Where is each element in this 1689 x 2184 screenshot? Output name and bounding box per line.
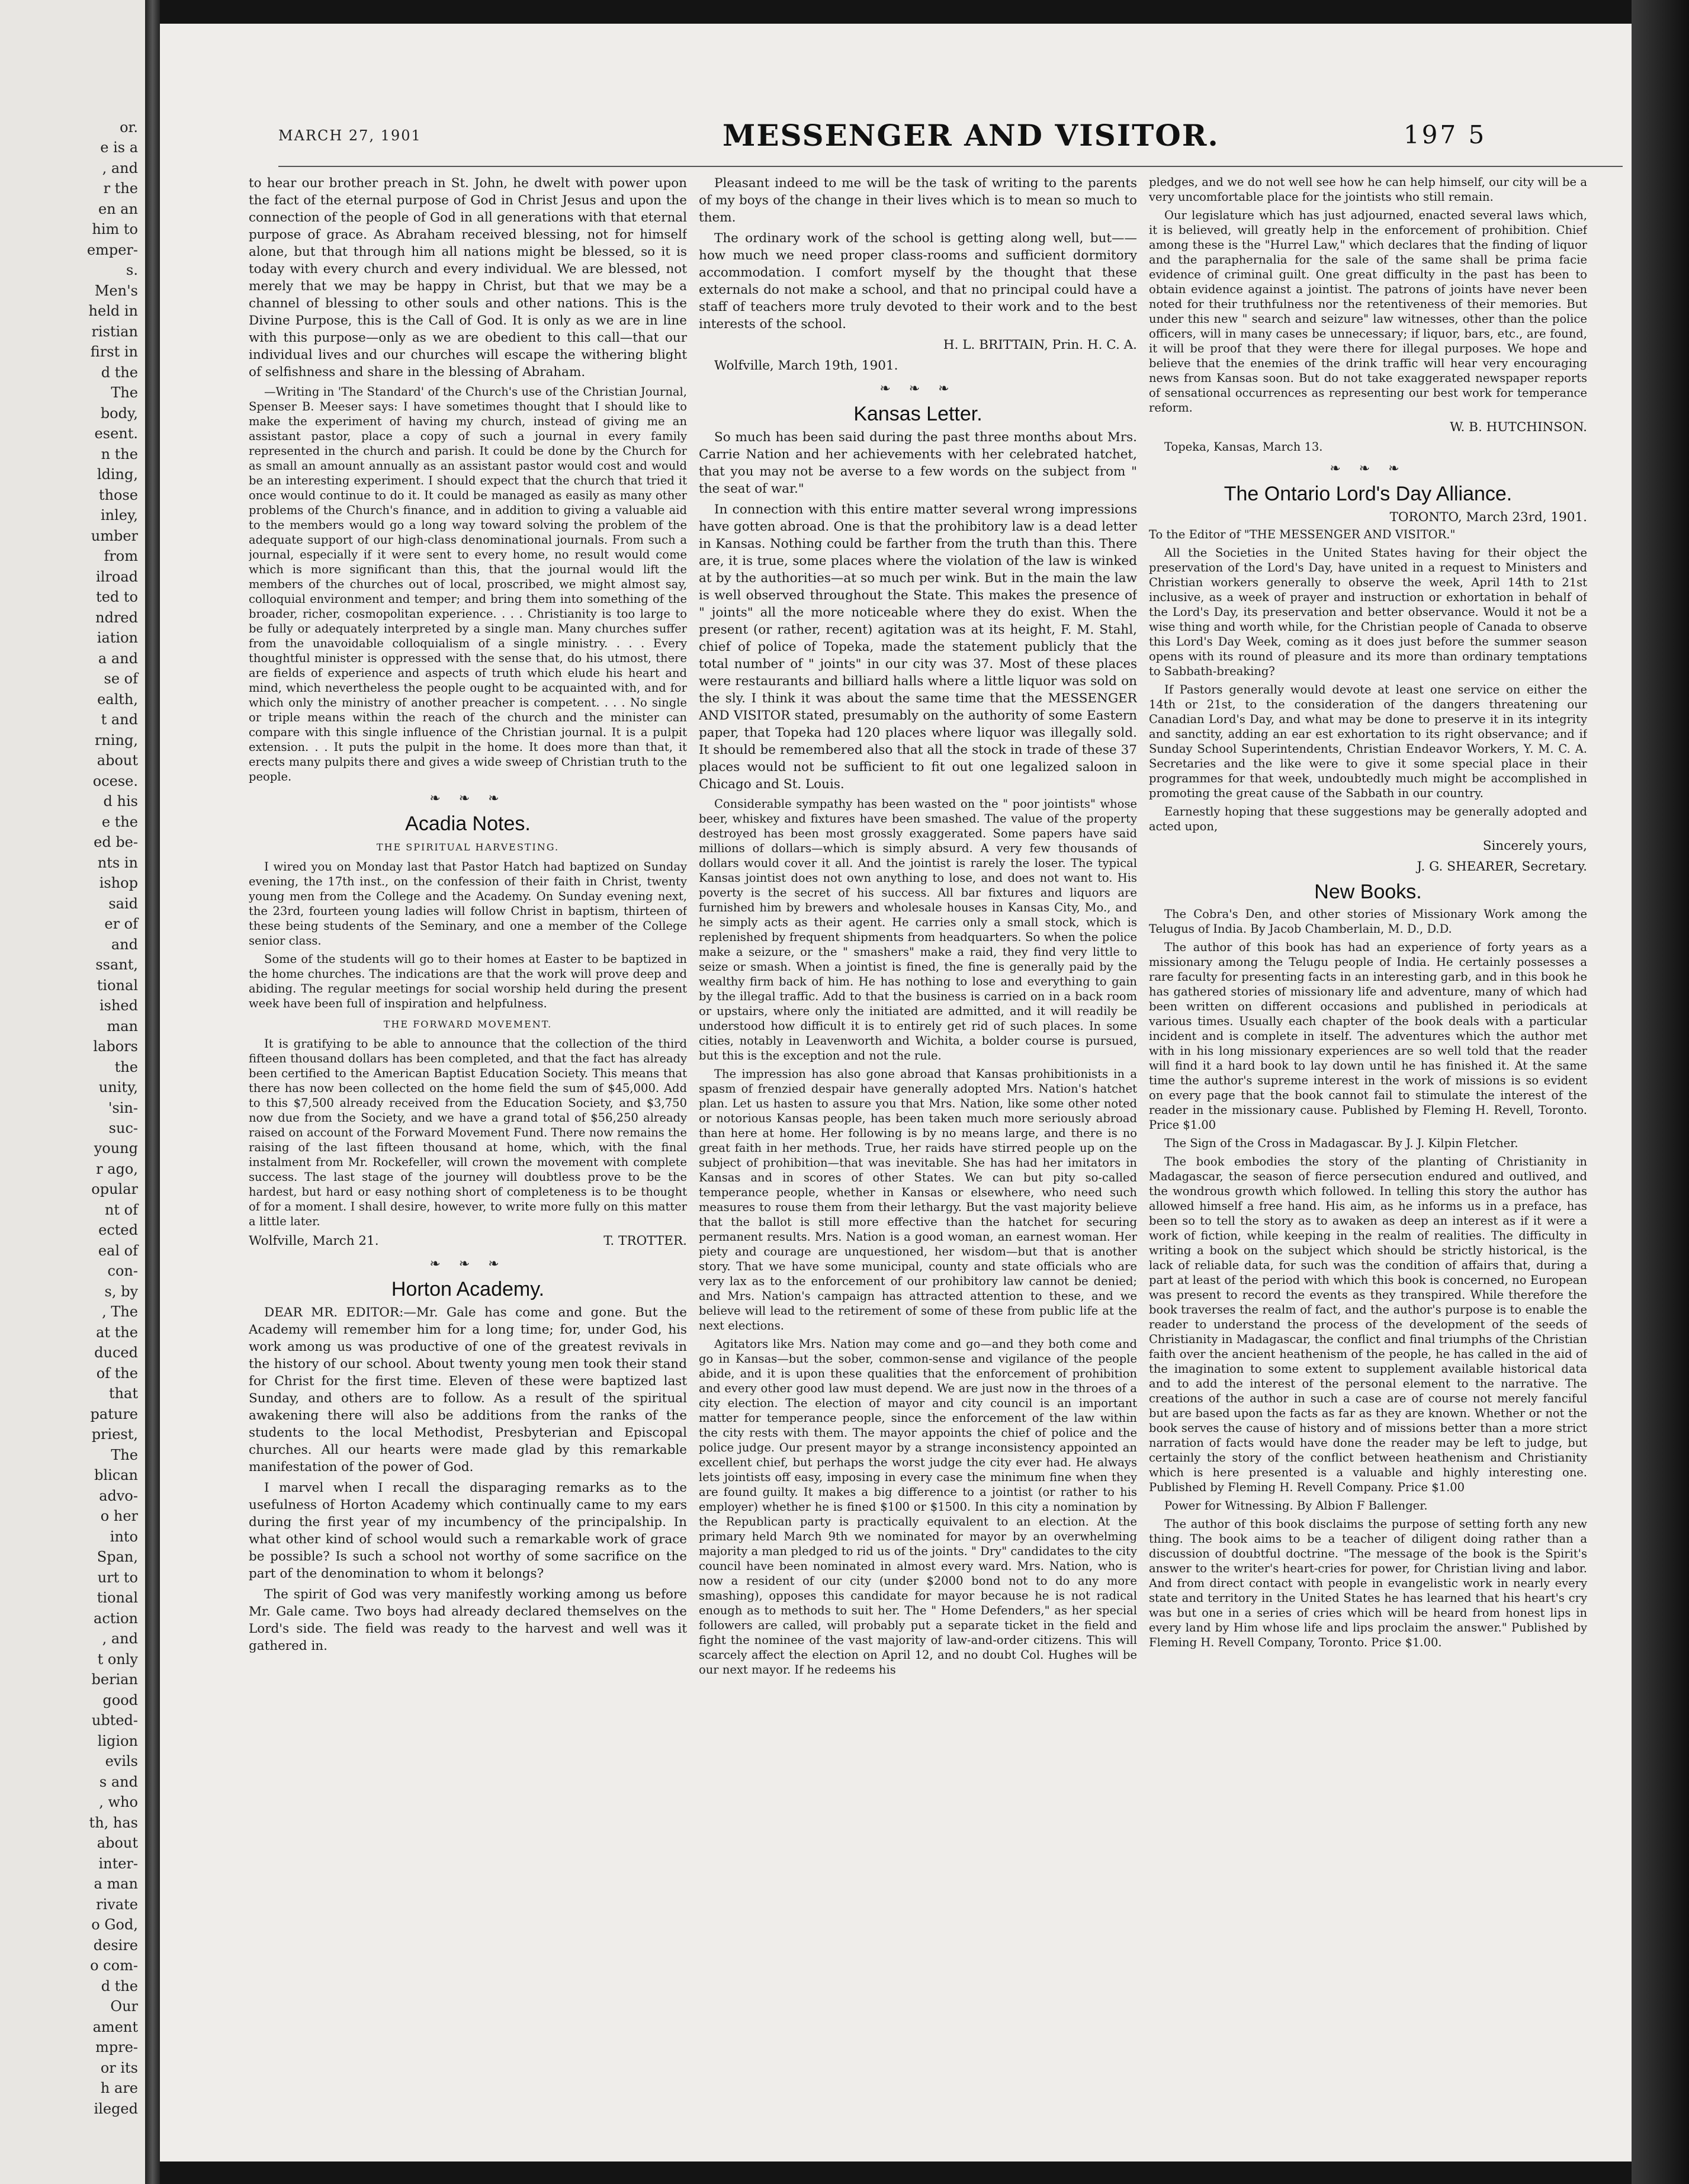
margin-fragment: er of [104,916,138,933]
margin-fragment: emper- [86,241,138,258]
margin-fragment: tional [97,977,138,994]
ontario-paragraph: If Pastors generally would devote at least one service on either the 14th or 21st, to the consideration of the dangers threatening our Canadian Lord's Day, and what may be done to preserve it in its integrity and sanctity, adding an ear est exhortation to its right observance; and if Sunday School Superintendents, Christian Endeavor Workers, Y. M. C. A. Secretaries and the like were to give it some special place in their programmes for that week, undoubtedly much might be accomplished in promoting the great cause of the Sabbath in our country. [1149,683,1587,800]
ontario-addressee: To the Editor of "THE MESSENGER AND VISITOR." [1149,528,1456,541]
margin-fragment: d his [103,793,138,810]
horton-paragraph: DEAR MR. EDITOR:—Mr. Gale has come and gone. But the Academy will remember him for a long time; for, under God, his work among us was productive of one of the greatest revivals in the history of our school. About twenty young men took their stand for Christ for the first time. Eleven of these were baptized last Sunday, and others are to follow. As a result of the spiritual awakening there will also be additions from the ranks of the students to the local Methodist, Presbyterian and Episcopal churches. All our hearts were made glad by this remarkable manifestation of the power of God. [249,1305,687,1475]
margin-fragment: into [110,1528,138,1545]
kansas-paragraph: In connection with this entire matter several wrong impressions have gotten abroad. One is that the prohibitory law is a dead letter in Kansas. Nothing could be farther from the truth than this. There are, it is true, some places where the violation of the law is winked at by the authorities—at so much per wink. But in the main the law is well observed throughout the State. This makes the presence of " joints" all the more noticeable where they do exist. When the present (or rather, recent) agitation was at its height, F. M. Stahl, chief of police of Topeka, made the statement publicly that the total number of " joints" in our city was 37. Most of these places were restaurants and billiard halls where a little liquor was sold on the sly. I think it was about the same time that the MESSENGER AND VISITOR stated, presumably on the authority of some Eastern paper, that Topeka had 120 places where liquor was illegally sold. It should be remembered also that all the stock in trade of these 37 places would not be sufficient to fit out one legalized saloon in Chicago and St. Louis. [699,502,1137,792]
margin-fragment: s, by [104,1283,138,1300]
margin-fragment: esent. [94,425,138,442]
margin-fragment: suc- [108,1120,138,1136]
margin-fragment: that [108,1385,138,1402]
acadia-signature [249,1232,687,1250]
margin-fragment: r the [103,180,138,197]
section-ornament: ❧ ❧ ❧ [1330,461,1407,476]
margin-fragment: duced [94,1344,138,1361]
margin-fragment: e is a [100,139,138,156]
horton-signature-date: Wolfville, March 19th, 1901. [714,358,898,373]
margin-fragment: or. [120,119,138,136]
acadia-subheading-harvesting: THE SPIRITUAL HARVESTING. [376,842,560,853]
issue-date: MARCH 27, 1901 [278,127,422,144]
book-gutter [145,0,160,2184]
page-header [160,115,1632,157]
standard-quote-paragraph: —Writing in 'The Standard' of the Church's use of the Christian Journal, Spenser B. Meeser says: I have sometimes thought that I should like to make the experiment of having my church, instead of giving me an assistant pastor, place a copy of such a journal in every family represented in the church and parish. It could be done by the Church for as small an amount annually as an assistant pastor would cost and would be an interesting experiment. I should expect that the church that tried it once would continue to do it. It could be managed as easily as many other problems of the Church's finance, and in addition to giving a valuable aid to the members would go a long way toward solving the problem of the adequate support of our high-class denominational journals. From such a journal, especially if it were sent to every home, no result would come which is more significant than this, that the journal would lift the members of the churches out of local, proscribed, we might almost say, colloquial environment and temper; and bring them into something of the broader, richer, cosmopolitan experience. . . . Christianity is too large to be fully or adequately interpreted by a single man. Many churches suffer from the unavoidable colloquialism of a single ministry. . . . Every thoughtful minister is oppressed with the sense that, do his utmost, there are fields of experience and aspects of truth which elude his heart and mind, which nevertheless the people ought to be acquainted with, and for which only the ministry of another preacher is competent. . . . No single or triple means within the reach of the church and the minister can compare with this single influence of the Christian journal. It is a pulpit extension. . . It puts the pulpit in the home. It does more than that, it erects many pulpits there and gives a wide sweep of Christian truth to the people. [249,385,687,783]
kansas-paragraph: Our legislature which has just adjourned, enacted several laws which, it is believed, will greatly help in the enforcement of prohibition. Chief among these is the "Hurrel Law," which declares that the finding of liquor and the paraphernalia for the sale of the same shall be prima facie evidence of criminal guilt. One great difficulty in the past has been to obtain evidence against a jointist. The patrons of joints have never been noted for their truthfulness nor the retentiveness of their memories. But under this new " search and seizure" law witnesses, other than the police officers, will in many cases be unnecessary; if liquor, bars, etc., are found, it will be proof that they were there for illegal purposes. We hope and believe that the enemies of the drink traffic will hear very encouraging news from Kansas soon. But do not take exaggerated newspaper reports of sensational occurrences as representing our best work for temperance reform. [1149,208,1587,415]
margin-fragment: labors [93,1038,138,1055]
margin-fragment: desire [93,1936,138,1954]
section-ornament: ❧ ❧ ❧ [429,1257,506,1271]
margin-fragment: man [107,1017,138,1035]
margin-fragment: Men's [94,282,138,299]
margin-fragment: The [111,384,138,402]
horton-paragraph: The spirit of God was very manifestly working among us before Mr. Gale came. Two boys had already declared themselves on the Lord's side. The field was ready to the harvest and well was it gathered in. [249,1587,687,1653]
section-ornament: ❧ ❧ ❧ [879,381,956,396]
margin-fragment: nts in [97,854,138,871]
margin-fragment: , The [102,1303,138,1321]
margin-fragment: inter- [98,1855,138,1872]
margin-fragment: iation [97,629,138,647]
masthead-title: MESSENGER AND VISITOR. [723,118,1219,153]
horton-signature: H. L. BRITTAIN, Prin. H. C. A. [943,338,1137,352]
margin-fragment: of the [96,1364,138,1382]
margin-fragment: ected [98,1222,138,1239]
page-number: 197 5 [1404,120,1487,149]
margin-fragment: ligion [97,1732,138,1749]
margin-fragment: umber [91,527,138,544]
margin-fragment: th, has [89,1814,138,1831]
margin-fragment: d the [101,1977,138,1994]
margin-fragment: t only [97,1650,138,1668]
newspaper-page [160,24,1632,2161]
kansas-signature-place: Topeka, Kansas, March 13. [1164,440,1323,454]
margin-fragment: The [111,1446,138,1463]
margin-fragment: ubted- [91,1712,138,1729]
margin-fragment: or its [100,2059,138,2076]
margin-fragment: nt of [104,1201,138,1218]
article-continuation: to hear our brother preach in St. John, he dwelt with power upon the fact of the eternal purpose of God in Christ Jesus and upon the connection of the people of God in all generations with that eternal purpose of grace. As Abraham received blessing, not for himself alone, but that through him all nations might be blessed, so it is today with every church and every individual. We are blessed, not merely that we may be happy in Christ, but that we may be a channel of blessing to other souls and other nations. This is the Divine Purpose, this is the Call of God. It is only as we are in line with this purpose—only as we are obedient to this call—that our individual lives and our churches will escape the withering blight of selfishness and share in the blessing of Abraham. [249,176,687,380]
margin-fragment: blican [94,1467,138,1484]
book-review-body: The book embodies the story of the planting of Christianity in Madagascar, the season of fierce persecution endured and outlived, and the wondrous growth which followed. In telling this story the author has allowed himself a free hand. His aim, as he informs us in a preface, has been so to tell the story as to awaken as deep an interest as if it were a work of fiction, while keeping in the realm of realities. The difficulty in writing a book on the subject which should be strictly historical, is the lack of reliable data, for such was the condition of affairs that, during a part at least of the period with which this book is concerned, no European was present to record the events as they transpired. While therefore the book traverses the realm of fact, and the author's purpose is to enable the reader to understand the process of the development of the seeds of Christianity in Madagascar, the conflict and final triumphs of the Christian faith over the ancient heathenism of the people, he has called in the aid of the imagination to some extent to supplement available historical data and to add the interest of the personal element to the narrative. The creations of the author in such a case are of course not merely fanciful but are based upon the facts as far as they are known. Whether or not the book serves the cause of history and of missions better than a more strict narration of facts would have done the reader may be left to judge, but certainly the story of the conflict between heathenism and Christianity which is here presented is a valuable and highly interesting one. Published by Fleming H. Revell Company. Price $1.00 [1149,1155,1587,1494]
margin-fragment: about [97,752,138,769]
facing-page-fragment [0,0,145,2184]
margin-fragment: ileged [94,2100,138,2117]
margin-fragment: ishop [99,875,138,892]
margin-fragment: ristian [91,323,138,340]
margin-fragment: ted to [96,589,138,606]
margin-fragment: body, [100,404,138,422]
margin-fragment: a man [94,1875,138,1893]
kansas-signature: W. B. HUTCHINSON. [1450,420,1587,435]
book-review-title: The Sign of the Cross in Madagascar. By J. J. Kilpin Fletcher. [1164,1136,1518,1150]
margin-fragment: lding, [97,466,138,483]
column-2 [699,175,1137,2129]
horton-continuation: The ordinary work of the school is getting along well, but——how much we need proper class-rooms and sufficient dormitory accommodation. I comfort myself by the thought that these externals do not make a school, and that no principal could have a staff of teachers more truly devoted to their work and to the best interests of the school. [699,231,1137,332]
horton-continuation: Pleasant indeed to me will be the task of writing to the parents of my boys of the change in their lives which is to mean so much to them. [699,176,1137,225]
kansas-paragraph: Considerable sympathy has been wasted on the " poor jointists" whose beer, whiskey and fixtures have been smashed. The value of the property destroyed has been most grossly exaggerated. Some papers have said millions of dollars—which is simply absurd. A very few thousands of dollars would cover it all. And the jointist is rarely the loser. The typical Kansas jointist does not own anything to lose, and does not want to. His poverty is the secret of his success. All bar fixtures and liquors are furnished him by brewers and wholesale houses in Kansas City, Mo., and he simply acts as their agent. He carries only a small stock, which is replenished by frequent shipments from headquarters. So when the police make a seizure, or the " smashers" make a raid, they find very little to seize or smash. When a jointist is fined, the fine is generally paid by the wealthy firm back of him. He has nothing to lose and everything to gain by the illegal traffic. Add to that the business is carried on in a back room or upstairs, where only the initiated are admitted, and it will readily be understood how difficult it is to entirely get rid of such places. In some cities, notably in Leavenworth and Wichita, a bolder course is pursued, but this is the exception and not the rule. [699,797,1137,1062]
margin-fragment: , who [99,1794,138,1811]
margin-fragment: d the [101,364,138,381]
book-review-body: The author of this book disclaims the purpose of setting forth any new thing. The book aims to be a teacher of diligent doing rather than a discussion of doubtful doctrine. "The message of the book is the Spirit's answer to the writer's heart-cries for power, for Christian living and labor. And from direct contact with people in evangelistic work in nearly every state and territory in the United States he has learned that his heart's cry was but one in a series of cries which will be heard from honest lips in every land by Him whose life and lips proclaim the answer." Published by Fleming H. Revell Company, Toronto. Price $1.00. [1149,1517,1587,1649]
section-ornament: ❧ ❧ ❧ [429,791,506,806]
margin-fragment: held in [88,303,138,320]
acadia-paragraph: I wired you on Monday last that Pastor Hatch had baptized on Sunday evening, the 17th inst., on the confession of their faith in Christ, twenty young men from the College and the Academy. On Sunday evening next, the 23rd, fourteen young ladies will follow Christ in baptism, thirteen of these being students of the Seminary, and one a member of the College senior class. [249,860,687,948]
acadia-subheading-forward: THE FORWARD MOVEMENT. [383,1019,553,1030]
book-review-title: Power for Witnessing. By Albion F Ballenger. [1164,1499,1428,1512]
ontario-paragraph: All the Societies in the United States having for their object the preservation of the Lord's Day, have united in a request to Ministers and Christian workers generally to observe the week, April 14th to 21st inclusive, as a week of prayer and instruction or exhortation in behalf of the Lord's Day, its preservation and better observance. Would it not be a wise thing and worth while, for the Christian people of Canada to observe this Lord's Day Week, coming as it does just before the summer season opens with its round of pleasure and its more than ordinary temptations to Sabbath-breaking? [1149,546,1587,678]
margin-fragment: tional [97,1589,138,1607]
ontario-paragraph: Earnestly hoping that these suggestions may be generally adopted and acted upon, [1149,805,1587,833]
margin-fragment: at the [96,1324,138,1341]
horton-academy-heading: Horton Academy. [391,1278,545,1300]
margin-fragment: s. [126,262,138,279]
margin-fragment: ished [99,997,138,1014]
margin-fragment: priest, [91,1426,138,1443]
margin-fragment: 'sin- [108,1099,138,1116]
margin-fragment: ament [92,2018,138,2035]
margin-fragment: ealth, [97,690,138,708]
kansas-paragraph: So much has been said during the past three months about Mrs. Carrie Nation and her achievements with her celebrated hatchet, that you may not be averse to a few words on the subject from " the seat of war." [699,430,1137,496]
margin-fragment: e the [101,813,138,830]
margin-fragment: rning, [94,731,138,749]
signature-name: T. TROTTER. [603,1234,687,1248]
acadia-paragraph: Some of the students will go to their homes at Easter to be baptized in the home churches. The indications are that the work will prove deep and abiding. The regular meetings for social worship held during the present week have been full of inspiration and helpfulness. [249,952,687,1010]
margin-fragment: opular [91,1181,138,1198]
horton-paragraph: I marvel when I recall the disparaging remarks as to the usefulness of Horton Academy which continually came to my ears during the first year of my incumbency of the principalship. In what other kind of school would such a remarkable work of grace be possible? Is such a school not worthy of some sacrifice on the part of the denomination to whom it belongs? [249,1480,687,1581]
margin-fragment: n the [101,445,138,463]
margin-fragment: o com- [90,1957,138,1974]
margin-fragment: ndred [95,609,138,626]
margin-fragment: t and [101,711,138,728]
margin-fragment: mpre- [95,2039,138,2056]
margin-fragment: Our [110,1998,138,2015]
column-1 [249,175,687,2129]
ontario-dateline: TORONTO, March 23rd, 1901. [1389,510,1587,525]
signature-place: Wolfville, March 21. [249,1234,379,1248]
margin-fragment: ocese. [92,772,138,789]
ontario-signature: J. G. SHEARER, Secretary. [1417,859,1587,874]
book-review-body: The author of this book has had an experience of forty years as a missionary among the Telugu people of India. He certainly possesses a rare faculty for presenting facts in an interesting garb, and in this book he has gathered stories of missionary life and adventure, many of which had been written on different occasions and published in periodicals at various times. Usually each chapter of the book deals with a particular incident and is complete in itself. The adventures which the author met with in his long missionary experiences are so well told that the reader will find it a hard book to lay down until he has finished it. At the same time the author's supreme interest in the work of missions is so evident on every page that the book cannot fail to stimulate the interest of the reader in the missionary cause. Published by Fleming H. Revell, Toronto. Price $1.00 [1149,940,1587,1132]
margin-fragment: a and [98,650,138,667]
margin-fragment: con- [107,1263,138,1280]
margin-fragment: ssant, [95,956,138,974]
ontario-closing: Sincerely yours, [1482,839,1587,853]
margin-fragment: , and [102,1630,138,1647]
margin-fragment: berian [91,1671,138,1688]
margin-fragment: h are [100,2080,138,2097]
kansas-paragraph: Agitators like Mrs. Nation may come and go—and they both come and go in Kansas—but the sober, common-sense and vigilance of the people abide, and it is upon these qualities that the enforcement of prohibition and every other good law must depend. We are just now in the throes of a city election. The election of mayor and city council is an important matter for temperance people, since the enforcement of the law within the city rests with them. The mayor appoints the chief of police and the police judge. Our present mayor by a strange inconsistency appointed an excellent chief, but perhaps the worst judge the city ever had. He always lets jointists off easy, imposing in every case the minimum fine when they are found guilty. It makes a big difference to a jointist (or rather to his employer) whether he is fined $100 or $1500. In this city a nomination by the Republican party is practically equivalent to an election. At the primary held March 9th we nominated for mayor by an overwhelming majority a man pledged to rid us of the joints. " Dry" candidates to the city council have been nominated in almost every ward. Mrs. Nation, who is now a resident of our city (under $2000 bond not to do any more smashing), opposes this candidate for mayor because he is not radical enough as to methods to suit her. The " Home Defenders," as her special followers are called, will probably put a separate ticket in the field and fight the nominee of the vast majority of law-and-order citizens. This will scarcely affect the election on April 12, and no doubt Col. Hughes will be our next mayor. If he redeems his [699,1337,1137,1676]
margin-fragment: about [97,1835,138,1852]
kansas-continuation: pledges, and we do not well see how he can help himself, our city will be a very uncomfortable place for the jointists who still remain. [1149,175,1587,204]
kansas-paragraph: The impression has also gone abroad that Kansas prohibitionists in a spasm of frenzied despair have generally adopted Mrs. Nation's hatchet plan. Let us hasten to assure you that Mrs. Nation, like some other noted or notorious Kansas people, has been taken much more seriously abroad than here at home. Her following is by no means large, and there is no great faith in her methods. True, her raids have stirred people up on the subject of prohibition—that was inevitable. She has had her imitators in Kansas and in scores of other States. We can but pity so-called temperance people, whether in Kansas or elsewhere, who need such measures to rouse them from their lethargy. But the vast majority believe that the ballot is still more effective than the hatchet for securing permanent results. Mrs. Nation is a good woman, an earnest woman. Her piety and courage are unquestioned, her wisdom—but that is another story. That we have some municipal, county and state officials who are very lax as to the enforcement of our prohibitory law cannot be denied; and Mrs. Nation's campaign has attracted attention to these, and we believe will lead to the retirement of some of these from public life at the next elections. [699,1067,1137,1332]
margin-fragment: action [94,1610,138,1627]
margin-fragment: evils [105,1753,138,1770]
margin-fragment: the [114,1058,138,1075]
margin-fragment: rivate [96,1896,138,1913]
acadia-paragraph: It is gratifying to be able to announce that the collection of the third fifteen thousand dollars has been completed, and that the fact has already been certified to the American Baptist Education Society. This means that there has now been collected on the home field the sum of $45,000. Add to this $7,500 already received from the Education Society, and $3,750 now due from the Society, and we have a grand total of $56,250 already raised on account of the Forward Movement Fund. There now remains the raising of the last fifteen thousand at home, which, with the final instalment from Mr. Rockefeller, will crown the movement with complete success. The last stage of the journey will doubtless prove to be the hardest, but hard or easy nothing short of completeness is to be thought of for a moment. I shall desire, however, to write more fully on this matter a little later. [249,1037,687,1228]
column-3 [1149,175,1587,2129]
margin-fragment: good [102,1691,138,1708]
book-review-title: The Cobra's Den, and other stories of Missionary Work among the Telugus of India. By Jacob Chamberlain, M. D., D.D. [1149,907,1587,936]
margin-fragment: , and [102,159,138,176]
margin-fragment: se of [104,670,138,688]
margin-fragment: from [104,548,138,565]
margin-fragment: o God, [91,1916,138,1934]
acadia-notes-heading: Acadia Notes. [405,812,531,835]
margin-fragment: those [98,486,138,503]
new-books-heading: New Books. [1314,881,1422,903]
page-edge [1632,0,1689,2184]
ontario-alliance-heading: The Ontario Lord's Day Alliance. [1224,483,1513,505]
margin-fragment: and [111,936,138,953]
margin-fragment: ed be- [94,834,138,851]
margin-fragment: advo- [99,1487,138,1504]
margin-fragment: eal of [98,1242,138,1259]
margin-fragment: urt to [97,1569,138,1586]
margin-fragment: him to [92,221,138,238]
margin-fragment: Span, [97,1549,138,1566]
margin-fragment: first in [90,343,138,361]
margin-fragment: pature [90,1405,138,1422]
header-rule [278,166,1623,167]
kansas-letter-heading: Kansas Letter. [853,403,982,425]
margin-fragment: s and [99,1773,138,1790]
margin-fragment: en an [98,200,138,217]
margin-fragment: young [94,1140,138,1157]
margin-fragment: ilroad [96,568,138,585]
margin-fragment: said [108,895,138,912]
margin-fragment: o her [100,1508,138,1525]
margin-fragment: inley, [100,507,138,524]
margin-fragment: r ago, [96,1160,138,1177]
margin-fragment: unity, [98,1079,138,1096]
